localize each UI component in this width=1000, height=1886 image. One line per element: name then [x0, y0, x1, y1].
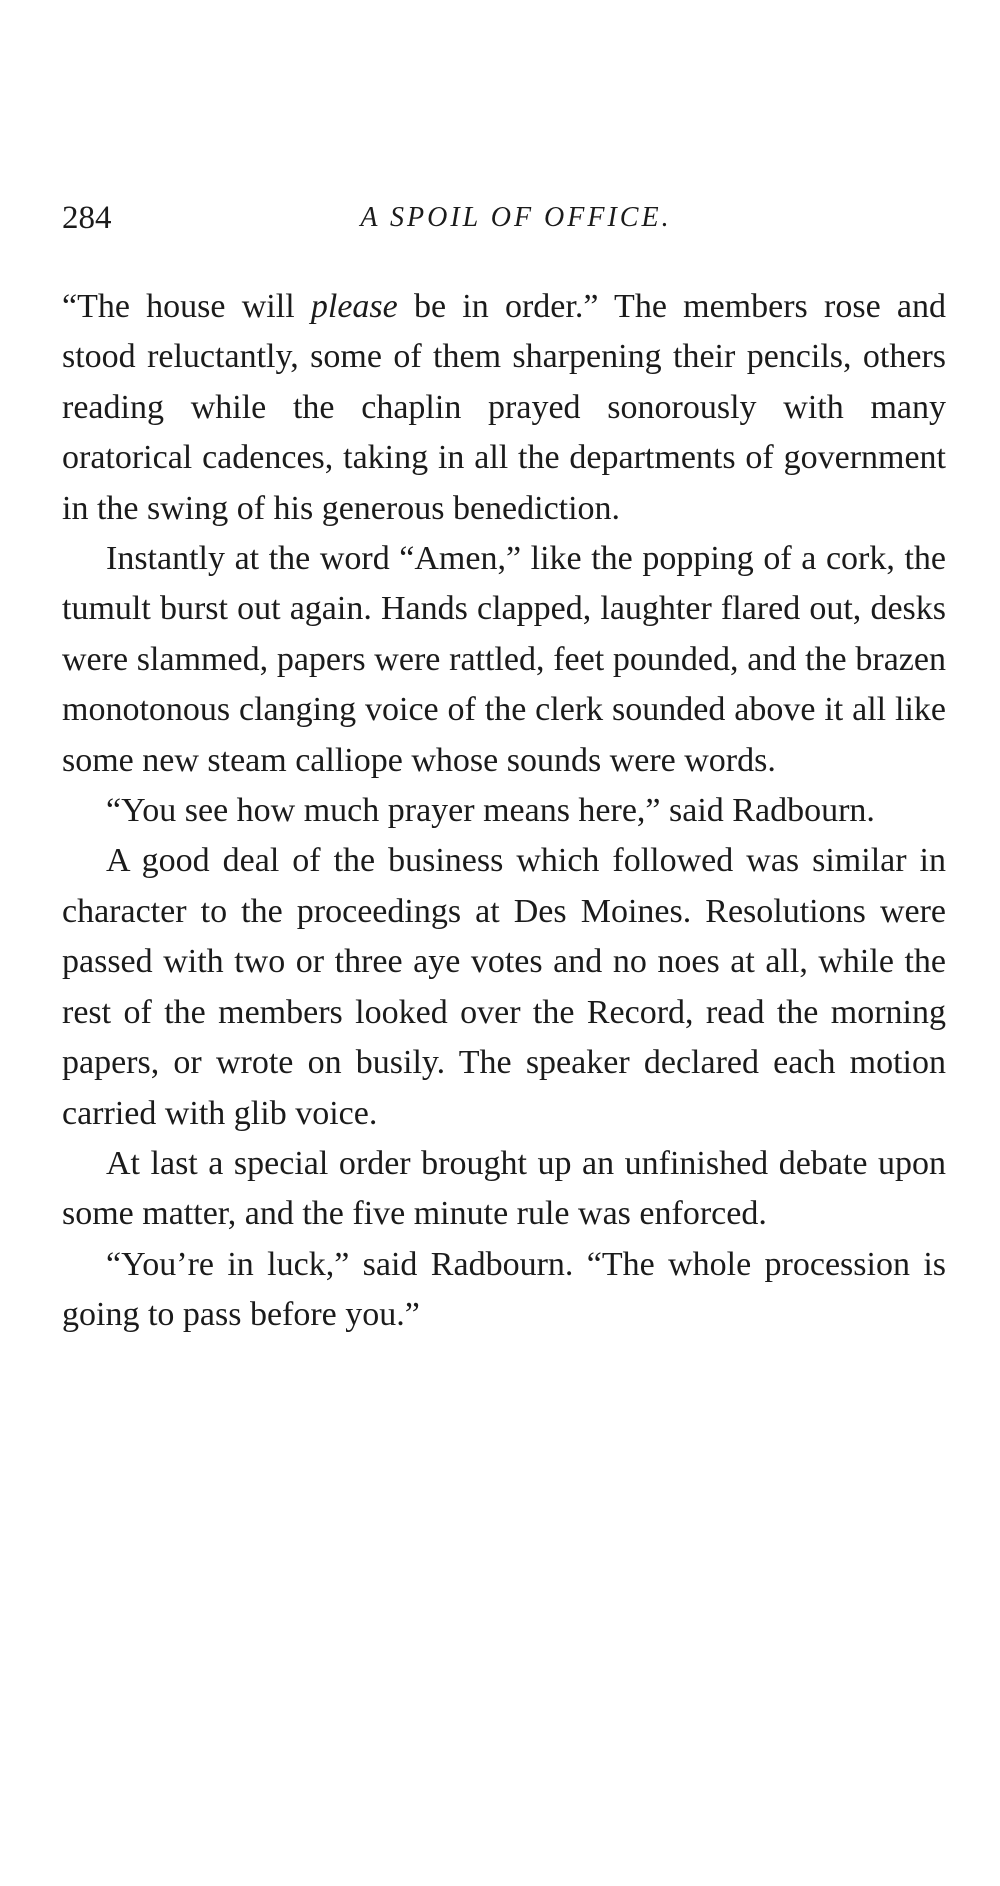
paragraph: A good deal of the business which followed was similar in character to the proceedings at Des Moines. Resolutions were passed with two or three aye votes and no noes at all, while the rest of the members looked over the Record, read the morning papers, or wrote on busily. The speaker declared each motion carried with glib voice.: [62, 842, 946, 1132]
running-title: A SPOIL OF OFFICE.: [360, 202, 672, 233]
paragraph: Instantly at the word “Amen,” like the popping of a cork, the tumult burst out again. Hands clapped, laughter flared out, desks were slammed, papers were rattled, feet pounded, and the brazen monotonous clanging voice of the clerk sounded above it all like some new steam calliope whose sounds were words.: [62, 540, 946, 779]
paragraph: “You’re in luck,” said Radbourn. “The whole procession is going to pass before you.”: [62, 1245, 946, 1334]
emphasized-word: please: [310, 288, 398, 325]
paragraph: [62, 282, 946, 534]
page-number: 284: [62, 200, 112, 236]
paragraph-text: be in order.” The members rose and stood reluctantly, some of them sharpening their pencils, others reading while the chaplin prayed sonorously with many oratorical cadences, taking in all the departments of government in the swing of his generous benediction.: [62, 288, 946, 527]
paragraph-text: “The house will: [62, 288, 311, 325]
running-header: [62, 196, 946, 240]
paragraph: “You see how much prayer means here,” said Radbourn.: [106, 792, 875, 830]
paragraph: At last a special order brought up an unfinished debate upon some matter, and the five minute rule was enforced.: [62, 1144, 946, 1233]
body-text: [62, 282, 946, 1341]
